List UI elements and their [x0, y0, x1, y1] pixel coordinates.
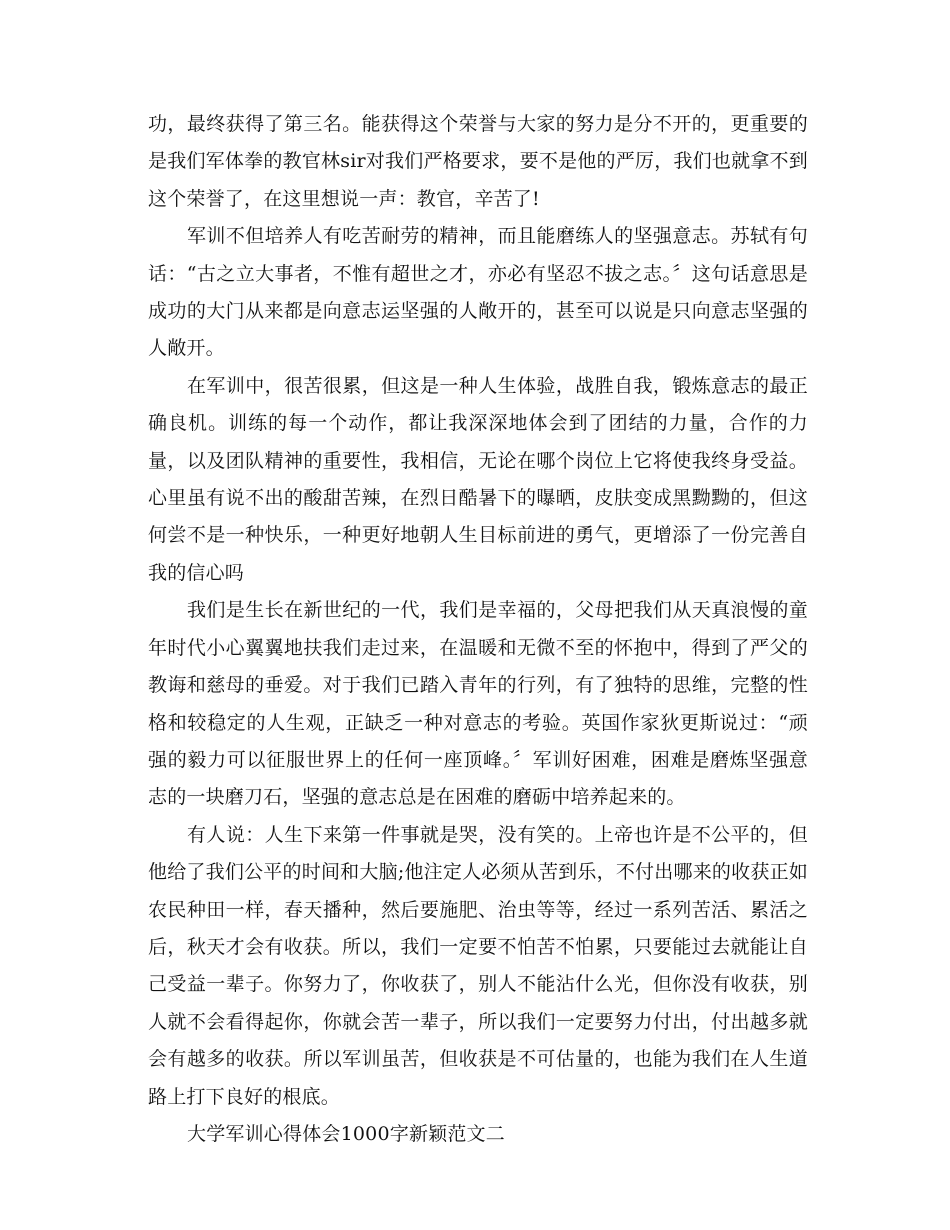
paragraph-experience: 在军训中，很苦很累，但这是一种人生体验，战胜自我，锻炼意志的最正确良机。训练的每一个动作，都让我深深地体会到了团结的力量，合作的力量，以及团队精神的重要性，我相信，无论在哪个岗位上它将使我终身受益。心里虽有说不出的酸甜苦辣，在烈日酷暑下的曝晒，皮肤变成黑黝黝的，但这何尝不是一种快乐，一种更好地朝人生目标前进的勇气，更增添了一份完善自我的信心吗 [148, 374, 808, 584]
section-heading: 大学军训心得体会1000字新颖范文二 [187, 1122, 505, 1145]
paragraph-harvest: 有人说：人生下来第一件事就是哭，没有笑的。上帝也许是不公平的，但他给了我们公平的时间和大脑;他注定人必须从苦到乐，不付出哪来的收获正如农民种田一样，春天播种，然后要施肥、治虫等等，经过一系列苦活、累活之后，秋天才会有收获。所以，我们一定要不怕苦不怕累，只要能过去就能让自己受益一辈子。你努力了，你收获了，别人不能沾什么光，但你没有收获，别人就不会看得起你，你就会苦一辈子，所以我们一定要努力付出，付出越多就会有越多的收获。所以军训虽苦，但收获是不可估量的，也能为我们在人生道路上打下良好的根底。 [148, 823, 808, 1108]
document-body [148, 106, 808, 1153]
paragraph-generation: 我们是生长在新世纪的一代，我们是幸福的，父母把我们从天真浪慢的童年时代小心翼翼地扶我们走过来，在温暖和无微不至的怀抱中，得到了严父的教诲和慈母的垂爱。对于我们已踏入青年的行列，有了独特的思维，完整的性格和较稳定的人生观，正缺乏一种对意志的考验。英国作家狄更斯说过：“顽强的毅力可以征服世界上的任何一座顶峰。〞军训好困难，困难是磨炼坚强意志的一块磨刀石，坚强的意志总是在困难的磨砺中培养起来的。 [148, 599, 808, 809]
paragraph-willpower: 军训不但培养人有吃苦耐劳的精神，而且能磨练人的坚强意志。苏轼有句话：“古之立大事者，不惟有超世之才，亦必有坚忍不拔之志。〞这句话意思是成功的大门从来都是向意志运坚强的人敞开的，甚至可以说是只向意志坚强的人敞开。 [148, 225, 808, 360]
paragraph-continued: 功，最终获得了第三名。能获得这个荣誉与大家的努力是分不开的，更重要的是我们军体拳的教官林sir对我们严格要求，要不是他的严厉，我们也就拿不到这个荣誉了，在这里想说一声：教官，辛苦了! [148, 113, 808, 210]
